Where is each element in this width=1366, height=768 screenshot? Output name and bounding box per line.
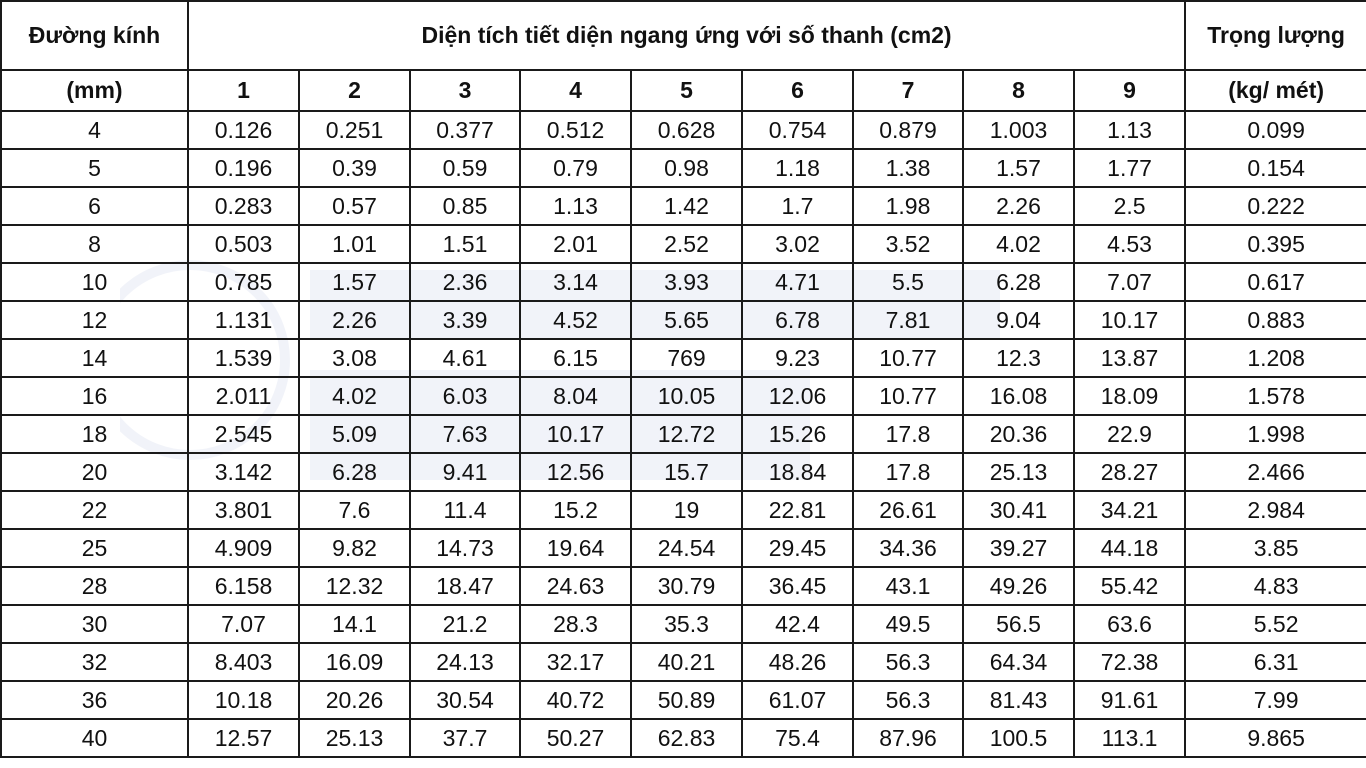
weight-cell: 0.883 xyxy=(1185,301,1366,339)
area-cell: 25.13 xyxy=(299,719,410,757)
area-cell: 1.51 xyxy=(410,225,520,263)
area-cell: 10.17 xyxy=(520,415,631,453)
area-cell: 6.78 xyxy=(742,301,853,339)
header-diameter: Đường kính xyxy=(1,1,188,70)
diameter-cell: 25 xyxy=(1,529,188,567)
area-cell: 1.18 xyxy=(742,149,853,187)
area-cell: 2.011 xyxy=(188,377,299,415)
weight-cell: 9.865 xyxy=(1185,719,1366,757)
area-cell: 1.77 xyxy=(1074,149,1185,187)
table-row xyxy=(1,491,1366,529)
area-cell: 43.1 xyxy=(853,567,963,605)
area-cell: 15.2 xyxy=(520,491,631,529)
area-cell: 8.403 xyxy=(188,643,299,681)
weight-cell: 0.099 xyxy=(1185,111,1366,149)
diameter-cell: 8 xyxy=(1,225,188,263)
area-cell: 14.1 xyxy=(299,605,410,643)
area-cell: 56.5 xyxy=(963,605,1074,643)
header-bar-count-8: 8 xyxy=(963,70,1074,111)
diameter-cell: 4 xyxy=(1,111,188,149)
area-cell: 32.17 xyxy=(520,643,631,681)
area-cell: 0.377 xyxy=(410,111,520,149)
diameter-cell: 18 xyxy=(1,415,188,453)
diameter-cell: 40 xyxy=(1,719,188,757)
area-cell: 3.39 xyxy=(410,301,520,339)
area-cell: 25.13 xyxy=(963,453,1074,491)
area-cell: 3.14 xyxy=(520,263,631,301)
area-cell: 34.36 xyxy=(853,529,963,567)
header-bar-count-1: 1 xyxy=(188,70,299,111)
area-cell: 7.81 xyxy=(853,301,963,339)
diameter-cell: 32 xyxy=(1,643,188,681)
area-cell: 4.71 xyxy=(742,263,853,301)
table-row xyxy=(1,225,1366,263)
weight-cell: 3.85 xyxy=(1185,529,1366,567)
area-cell: 1.13 xyxy=(1074,111,1185,149)
header-row-titles xyxy=(1,1,1366,70)
diameter-cell: 22 xyxy=(1,491,188,529)
area-cell: 100.5 xyxy=(963,719,1074,757)
area-cell: 769 xyxy=(631,339,742,377)
diameter-cell: 36 xyxy=(1,681,188,719)
area-cell: 50.27 xyxy=(520,719,631,757)
diameter-cell: 5 xyxy=(1,149,188,187)
area-cell: 24.54 xyxy=(631,529,742,567)
weight-cell: 0.154 xyxy=(1185,149,1366,187)
area-cell: 6.158 xyxy=(188,567,299,605)
header-row-units xyxy=(1,70,1366,111)
header-weight: Trọng lượng xyxy=(1185,1,1366,70)
area-cell: 2.26 xyxy=(963,187,1074,225)
area-cell: 0.98 xyxy=(631,149,742,187)
area-cell: 35.3 xyxy=(631,605,742,643)
area-cell: 1.539 xyxy=(188,339,299,377)
table-row xyxy=(1,643,1366,681)
table-row xyxy=(1,339,1366,377)
area-cell: 1.7 xyxy=(742,187,853,225)
area-cell: 37.7 xyxy=(410,719,520,757)
area-cell: 0.628 xyxy=(631,111,742,149)
area-cell: 6.28 xyxy=(963,263,1074,301)
area-cell: 9.04 xyxy=(963,301,1074,339)
area-cell: 9.41 xyxy=(410,453,520,491)
area-cell: 2.01 xyxy=(520,225,631,263)
area-cell: 16.09 xyxy=(299,643,410,681)
area-cell: 0.879 xyxy=(853,111,963,149)
area-cell: 7.6 xyxy=(299,491,410,529)
area-cell: 30.54 xyxy=(410,681,520,719)
area-cell: 48.26 xyxy=(742,643,853,681)
area-cell: 1.131 xyxy=(188,301,299,339)
table-row xyxy=(1,529,1366,567)
header-bar-count-7: 7 xyxy=(853,70,963,111)
diameter-cell: 12 xyxy=(1,301,188,339)
table-row xyxy=(1,681,1366,719)
area-cell: 63.6 xyxy=(1074,605,1185,643)
table-row xyxy=(1,377,1366,415)
area-cell: 56.3 xyxy=(853,643,963,681)
weight-cell: 1.208 xyxy=(1185,339,1366,377)
area-cell: 18.09 xyxy=(1074,377,1185,415)
area-cell: 26.61 xyxy=(853,491,963,529)
area-cell: 7.63 xyxy=(410,415,520,453)
area-cell: 12.32 xyxy=(299,567,410,605)
area-cell: 24.63 xyxy=(520,567,631,605)
area-cell: 42.4 xyxy=(742,605,853,643)
table-row xyxy=(1,301,1366,339)
table-row xyxy=(1,719,1366,757)
weight-cell: 1.578 xyxy=(1185,377,1366,415)
area-cell: 17.8 xyxy=(853,415,963,453)
area-cell: 49.5 xyxy=(853,605,963,643)
area-cell: 18.47 xyxy=(410,567,520,605)
area-cell: 3.801 xyxy=(188,491,299,529)
area-cell: 40.72 xyxy=(520,681,631,719)
area-cell: 2.52 xyxy=(631,225,742,263)
weight-cell: 0.617 xyxy=(1185,263,1366,301)
header-bar-count-5: 5 xyxy=(631,70,742,111)
area-cell: 28.3 xyxy=(520,605,631,643)
area-cell: 10.18 xyxy=(188,681,299,719)
area-cell: 2.26 xyxy=(299,301,410,339)
area-cell: 36.45 xyxy=(742,567,853,605)
area-cell: 28.27 xyxy=(1074,453,1185,491)
area-cell: 0.79 xyxy=(520,149,631,187)
header-weight-unit: (kg/ mét) xyxy=(1185,70,1366,111)
area-cell: 75.4 xyxy=(742,719,853,757)
area-cell: 12.72 xyxy=(631,415,742,453)
area-cell: 5.09 xyxy=(299,415,410,453)
area-cell: 0.126 xyxy=(188,111,299,149)
area-cell: 8.04 xyxy=(520,377,631,415)
table-body xyxy=(1,111,1366,757)
diameter-cell: 16 xyxy=(1,377,188,415)
area-cell: 0.251 xyxy=(299,111,410,149)
weight-cell: 2.984 xyxy=(1185,491,1366,529)
area-cell: 0.785 xyxy=(188,263,299,301)
area-cell: 3.08 xyxy=(299,339,410,377)
area-cell: 7.07 xyxy=(1074,263,1185,301)
table-row xyxy=(1,111,1366,149)
area-cell: 3.52 xyxy=(853,225,963,263)
area-cell: 16.08 xyxy=(963,377,1074,415)
header-diameter-unit: (mm) xyxy=(1,70,188,111)
area-cell: 1.42 xyxy=(631,187,742,225)
area-cell: 22.9 xyxy=(1074,415,1185,453)
area-cell: 18.84 xyxy=(742,453,853,491)
area-cell: 30.79 xyxy=(631,567,742,605)
area-cell: 113.1 xyxy=(1074,719,1185,757)
area-cell: 3.02 xyxy=(742,225,853,263)
area-cell: 17.8 xyxy=(853,453,963,491)
header-bar-count-9: 9 xyxy=(1074,70,1185,111)
area-cell: 12.3 xyxy=(963,339,1074,377)
area-cell: 1.57 xyxy=(963,149,1074,187)
table-row xyxy=(1,149,1366,187)
area-cell: 34.21 xyxy=(1074,491,1185,529)
area-cell: 44.18 xyxy=(1074,529,1185,567)
area-cell: 4.02 xyxy=(299,377,410,415)
diameter-cell: 6 xyxy=(1,187,188,225)
weight-cell: 0.222 xyxy=(1185,187,1366,225)
area-cell: 91.61 xyxy=(1074,681,1185,719)
area-cell: 13.87 xyxy=(1074,339,1185,377)
table-row xyxy=(1,605,1366,643)
area-cell: 22.81 xyxy=(742,491,853,529)
area-cell: 0.503 xyxy=(188,225,299,263)
area-cell: 0.57 xyxy=(299,187,410,225)
area-cell: 4.52 xyxy=(520,301,631,339)
header-area-group: Diện tích tiết diện ngang ứng với số thanh (cm2) xyxy=(188,1,1185,70)
area-cell: 15.7 xyxy=(631,453,742,491)
area-cell: 4.909 xyxy=(188,529,299,567)
area-cell: 5.65 xyxy=(631,301,742,339)
weight-cell: 5.52 xyxy=(1185,605,1366,643)
area-cell: 1.38 xyxy=(853,149,963,187)
area-cell: 0.85 xyxy=(410,187,520,225)
area-cell: 6.03 xyxy=(410,377,520,415)
diameter-cell: 28 xyxy=(1,567,188,605)
area-cell: 4.02 xyxy=(963,225,1074,263)
area-cell: 9.23 xyxy=(742,339,853,377)
header-bar-count-3: 3 xyxy=(410,70,520,111)
area-cell: 1.01 xyxy=(299,225,410,263)
area-cell: 0.59 xyxy=(410,149,520,187)
weight-cell: 7.99 xyxy=(1185,681,1366,719)
area-cell: 30.41 xyxy=(963,491,1074,529)
area-cell: 6.15 xyxy=(520,339,631,377)
area-cell: 2.5 xyxy=(1074,187,1185,225)
area-cell: 3.142 xyxy=(188,453,299,491)
area-cell: 0.283 xyxy=(188,187,299,225)
area-cell: 0.39 xyxy=(299,149,410,187)
weight-cell: 6.31 xyxy=(1185,643,1366,681)
area-cell: 7.07 xyxy=(188,605,299,643)
weight-cell: 2.466 xyxy=(1185,453,1366,491)
area-cell: 11.4 xyxy=(410,491,520,529)
area-cell: 72.38 xyxy=(1074,643,1185,681)
area-cell: 3.93 xyxy=(631,263,742,301)
table-row xyxy=(1,567,1366,605)
area-cell: 4.61 xyxy=(410,339,520,377)
area-cell: 15.26 xyxy=(742,415,853,453)
area-cell: 21.2 xyxy=(410,605,520,643)
area-cell: 49.26 xyxy=(963,567,1074,605)
weight-cell: 0.395 xyxy=(1185,225,1366,263)
area-cell: 29.45 xyxy=(742,529,853,567)
header-bar-count-6: 6 xyxy=(742,70,853,111)
area-cell: 64.34 xyxy=(963,643,1074,681)
area-cell: 14.73 xyxy=(410,529,520,567)
header-bar-count-2: 2 xyxy=(299,70,410,111)
area-cell: 50.89 xyxy=(631,681,742,719)
area-cell: 19.64 xyxy=(520,529,631,567)
area-cell: 39.27 xyxy=(963,529,1074,567)
area-cell: 1.13 xyxy=(520,187,631,225)
area-cell: 40.21 xyxy=(631,643,742,681)
area-cell: 5.5 xyxy=(853,263,963,301)
diameter-cell: 30 xyxy=(1,605,188,643)
area-cell: 12.06 xyxy=(742,377,853,415)
area-cell: 9.82 xyxy=(299,529,410,567)
area-cell: 1.003 xyxy=(963,111,1074,149)
header-bar-count-4: 4 xyxy=(520,70,631,111)
diameter-cell: 14 xyxy=(1,339,188,377)
area-cell: 61.07 xyxy=(742,681,853,719)
area-cell: 55.42 xyxy=(1074,567,1185,605)
area-cell: 2.545 xyxy=(188,415,299,453)
area-cell: 2.36 xyxy=(410,263,520,301)
area-cell: 20.36 xyxy=(963,415,1074,453)
area-cell: 10.17 xyxy=(1074,301,1185,339)
area-cell: 62.83 xyxy=(631,719,742,757)
area-cell: 6.28 xyxy=(299,453,410,491)
weight-cell: 4.83 xyxy=(1185,567,1366,605)
table-row xyxy=(1,187,1366,225)
table-row xyxy=(1,415,1366,453)
area-cell: 1.98 xyxy=(853,187,963,225)
area-cell: 0.196 xyxy=(188,149,299,187)
area-cell: 0.754 xyxy=(742,111,853,149)
area-cell: 12.57 xyxy=(188,719,299,757)
area-cell: 1.57 xyxy=(299,263,410,301)
area-cell: 4.53 xyxy=(1074,225,1185,263)
area-cell: 10.77 xyxy=(853,377,963,415)
area-cell: 87.96 xyxy=(853,719,963,757)
table-row xyxy=(1,453,1366,491)
area-cell: 81.43 xyxy=(963,681,1074,719)
area-cell: 24.13 xyxy=(410,643,520,681)
diameter-cell: 20 xyxy=(1,453,188,491)
table-row xyxy=(1,263,1366,301)
area-cell: 12.56 xyxy=(520,453,631,491)
area-cell: 20.26 xyxy=(299,681,410,719)
weight-cell: 1.998 xyxy=(1185,415,1366,453)
area-cell: 0.512 xyxy=(520,111,631,149)
area-cell: 19 xyxy=(631,491,742,529)
area-cell: 10.77 xyxy=(853,339,963,377)
diameter-cell: 10 xyxy=(1,263,188,301)
area-cell: 56.3 xyxy=(853,681,963,719)
area-cell: 10.05 xyxy=(631,377,742,415)
